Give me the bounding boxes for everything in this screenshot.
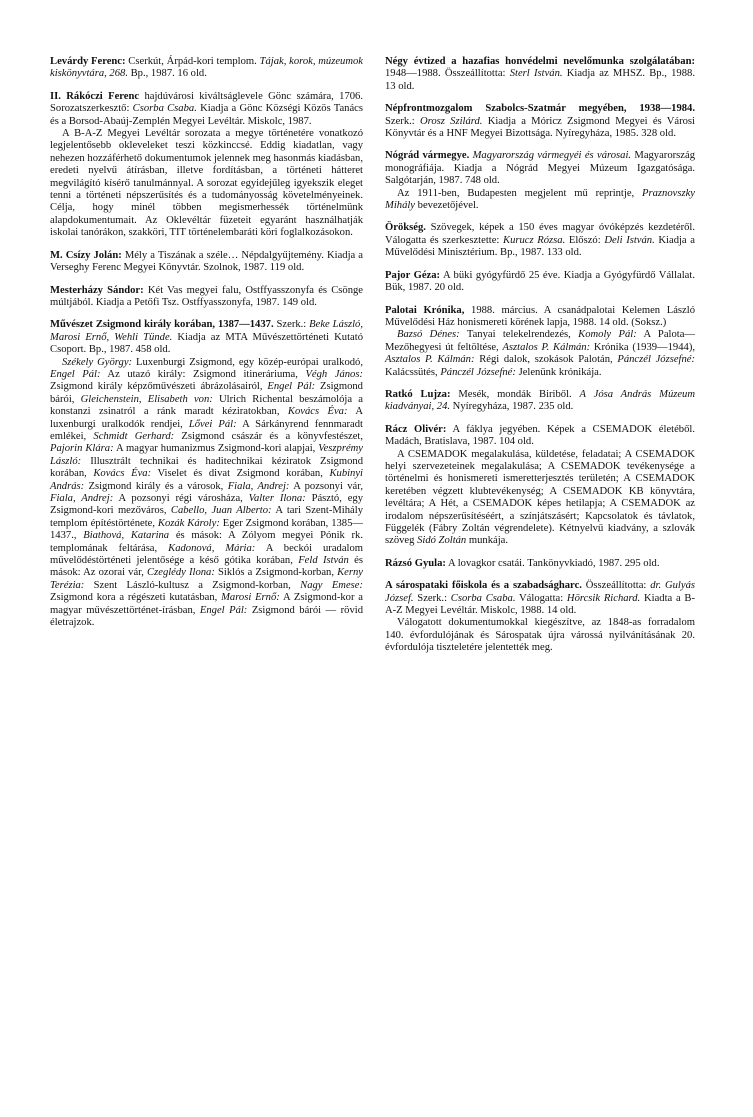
italic-text: Csorba Csaba.: [132, 103, 197, 115]
body-text: munkája.: [466, 535, 509, 547]
body-text: Nyíregyháza, 1987. 235 old.: [450, 401, 574, 413]
italic-text: Praznovszky Mihály: [385, 187, 695, 212]
bibliography-entry-negy-evtized: [385, 56, 695, 93]
entry-citation: [385, 56, 695, 93]
body-text: A pozsonyi vár,: [289, 480, 363, 492]
body-text: Mesék, mondák Biriből.: [450, 388, 580, 400]
italic-text: Kozák Károly:: [157, 517, 220, 529]
italic-text: Végh János:: [305, 368, 363, 380]
body-text: A magyar humanizmus Zsigmond-kori alapjai,: [113, 443, 319, 455]
italic-text: Pajorin Klára:: [50, 443, 114, 455]
entry-description: [50, 357, 363, 630]
bibliography-entry-pajor: [385, 270, 695, 295]
italic-text: Cabello, Juan Alberto:: [170, 505, 272, 517]
italic-text: A Jósa András Múzeum kiadványai, 24.: [385, 388, 696, 413]
entry-title: Népfrontmozgalom Szabolcs-Szatmár megyében, 1938—1984.: [385, 103, 695, 115]
body-text: Zsigmond kora a régészeti kutatásban,: [50, 592, 222, 604]
body-text: A pozsonyi régi városháza,: [113, 493, 249, 504]
entry-title: Ratkó Lujza:: [385, 388, 451, 400]
italic-text: Engel Pál:: [50, 368, 101, 380]
entry-citation: [385, 305, 695, 330]
entry-citation: [385, 222, 695, 259]
entry-citation: [385, 558, 695, 570]
body-text: A lovagkor csatái. Tankönyvkiadó, 1987. 295 old.: [445, 557, 660, 569]
body-text: Szerk.:: [413, 592, 451, 604]
italic-text: Fiala, Andrej:: [50, 493, 114, 504]
entry-title: Mesterházy Sándor:: [50, 284, 144, 296]
entry-title: A sárospataki főiskola és a szabadságharc.: [385, 580, 582, 592]
body-text: Kiadja az MTA Művészettörténeti Kutató Csoport. Bp., 1987. 458 old.: [50, 331, 363, 356]
italic-text: Deli István.: [604, 234, 655, 246]
italic-text: Engel Pál:: [267, 381, 316, 393]
italic-text: Magyarország vármegyéi és városai.: [472, 150, 632, 162]
entry-description: [385, 617, 695, 654]
body-text: Zsigmond király és a városok,: [84, 480, 228, 492]
bibliography-entry-muveszet: [50, 319, 363, 629]
bibliography-entry-orokseg: [385, 222, 695, 259]
body-text: Válogatott dokumentumokkal kiegészítve, az 1848-as forradalom 140. évfordulójának és Sárospatak újra várossá nyilvánításának 20. évfordulója tiszteletére jelentették meg.: [385, 617, 695, 654]
entry-citation: [385, 270, 695, 295]
body-text: Zsigmond bárói,: [50, 381, 363, 405]
body-text: A CSEMADOK megalakulása, küldetése, feladatai; A CSEMADOK helyi szervezeteinek megalakulása; A CSEMADOK tevékenysége a történelmi és honismereti ismeretterjesztés területén; A CSEMADOK keretében végzett klubtevékenység; A CSEMADOK KB könyvtára, levéltára; A Hét, a CSEMADOK képes hetilapja; A CSEMADOK az irodalom népszerűsítéséért, a színjátszásért; Kapcsolatok és távlatok, Függelék (Fábry Zoltán végrendelete). Kétnyelvű kiadvány, a szlovák szöveg: [385, 448, 695, 547]
body-text: Magyarország monográfiája. Kiadja a Nógrád Megyei Múzeum Igazgatósága. Salgótarján, 1987. 748 old.: [385, 150, 695, 187]
entry-title: M. Csízy Jolán:: [50, 249, 122, 261]
entry-title: Nógrád vármegye.: [385, 150, 470, 162]
entry-citation: [385, 580, 695, 617]
bibliography-entry-racz: [385, 424, 695, 548]
body-text: A Sárkányrend fennmaradt emlékei,: [50, 418, 363, 442]
body-text: Kiadja a Művelődési Minisztérium. Bp., 1987. 133 old.: [385, 234, 695, 259]
body-text: Az utazó király: Zsigmond itineráriuma,: [100, 368, 306, 380]
bibliography-entry-levardy: [50, 56, 363, 81]
entry-description: [385, 188, 695, 213]
body-text: Zsigmond császár és a könyvfestészet,: [174, 430, 363, 442]
entry-citation: [385, 424, 695, 449]
italic-text: Asztalos P. Kálmán:: [385, 354, 475, 366]
body-text: Eger Zsigmond korában, 1385—1437.,: [50, 517, 363, 542]
italic-text: Kerny Terézia:: [50, 567, 363, 591]
italic-text: Csorba Csaba.: [450, 592, 516, 604]
body-text: Zsigmond király képzőművészeti ábrázolásairól,: [50, 381, 268, 393]
bibliography-entry-mesterhazy: [50, 285, 363, 310]
body-text: A luxenburgi uralkodók rendjei,: [50, 406, 364, 430]
entry-citation: [50, 91, 363, 128]
bibliography-entry-ratko: [385, 389, 695, 414]
body-text: Válogatta:: [515, 592, 567, 604]
entry-title: Örökség.: [385, 222, 426, 234]
body-text: A büki gyógyfürdő 25 éve. Kiadja a Gyógyfürdő Vállalat. Bük, 1987. 20 old.: [385, 269, 695, 294]
body-text: Kiadja a Gönc Községi Közös Tanács és a Borsod-Abaúj-Zemplén Megyei Levéltár. Miskolc, 1987.: [50, 103, 364, 127]
body-text: A B-A-Z Megyei Levéltár sorozata a megye történetére vonatkozó legjelentősebb okleveleket teszi közkinccsé. Eddig kiadatlan, vagy nehezen hozzáférhető dokumentumok jelennek meg hasonmás kiadásban, eredeti nyelvű átírásban, illetve fordításban, a történeti hátteret megvilágító kísérő tanulmánnyal. A sorozat egyidejűleg igyekszik eleget tenni a történeti népszerűsítés és a tudományosság követelményeinek. Célja, hogy minél többen megismerhessék történelmünk alapdokumentumait. Az Oklevéltár füzeteit egyaránt használhatják iskolai tanórákon, szakköri, TIT történelembaráti köri foglalkozásokon.: [50, 128, 363, 239]
entry-citation: [50, 285, 363, 310]
body-text: Cserkút, Árpád-kori templom.: [125, 56, 260, 67]
body-text: Előszó:: [565, 234, 605, 246]
body-text: A Zsigmond-kor a magyar művészettörténet-írásban,: [50, 592, 364, 616]
body-text: Két Vas megyei falu, Ostffyasszonyfa és Csönge múltjából. Kiadja a Petőfi Tsz. Ostffyasszonyfa, 1987. 149 old.: [50, 284, 364, 308]
italic-text: Schmidt Gerhard:: [93, 430, 175, 442]
body-text: Viselet és divat Zsigmond korában,: [151, 468, 330, 480]
italic-text: Kadonová, Mária:: [168, 542, 256, 554]
entry-description: [50, 128, 363, 240]
body-text: Kiadja az MHSZ. Bp., 1988. 13 old.: [385, 68, 695, 92]
body-text: Kiadja a Móricz Zsigmond Megyei és Városi Könyvtár és a HNF Megyei Bizottsága. Nyíregyháza, 1985. 328 old.: [385, 115, 695, 140]
body-text: Szent László-kultusz a Zsigmond-korban,: [84, 579, 301, 591]
italic-text: dr. Gulyás József.: [385, 580, 695, 604]
body-text: 1948—1988. Összeállította:: [385, 68, 510, 80]
body-text: A beckói uradalom művelődéstörténeti jelentősége a késő gótika korában,: [50, 542, 364, 567]
body-text: A Palota—Mezőhegyesi út feltöltése,: [385, 329, 696, 353]
italic-text: Tájak, korok, múzeumok kiskönyvtára, 268.: [50, 56, 364, 80]
entry-title: Levárdy Ferenc:: [50, 56, 126, 67]
italic-text: Hörcsik Richard.: [566, 592, 641, 604]
body-text: hajdúvárosi kiváltságlevele Gönc számára, 1706. Sorozatszerkesztő:: [50, 90, 363, 115]
bibliography-entry-nograd: [385, 150, 695, 212]
entry-description: [385, 329, 695, 379]
entry-citation: [385, 103, 695, 140]
body-text: Kiadta a B-A-Z Megyei Levéltár. Miskolc, 1988. 14 old.: [385, 592, 696, 617]
entry-citation: [50, 319, 363, 356]
body-text: A fáklya jegyében. Képek a CSEMADOK életéből. Madách, Bratislava, 1987. 104 old.: [385, 423, 695, 448]
body-text: Szerk.:: [273, 319, 310, 331]
body-text: Kalácssütés,: [385, 366, 441, 378]
body-text: Siklós a Zsigmond-korban,: [214, 567, 338, 579]
italic-text: Komoly Pál:: [578, 329, 637, 341]
body-text: Szövegek, képek a 150 éves magyar óvóképzés kezdetéről. Válogatta és szerkesztette:: [385, 222, 695, 246]
body-text: Zsigmond bárói — rövid életrajzok.: [50, 604, 363, 629]
body-text: Bp., 1987. 16 old.: [127, 68, 207, 80]
body-text: 1988. március. A csanádpalotai Kelemen László Művelődési Ház honismereti körének lapja, 1988. 14 old. (Soksz.): [385, 304, 695, 328]
body-text: Összeállította:: [581, 580, 651, 592]
entry-citation: [385, 150, 695, 187]
right-column: [385, 56, 695, 665]
entry-title: II. Rákóczi Ferenc: [50, 90, 140, 102]
bibliography-entry-sarospatak: [385, 580, 695, 654]
bibliography-entry-rozso: [385, 558, 695, 570]
italic-text: Sterl István.: [509, 68, 563, 80]
body-text: A tari Szent-Mihály templom építéstörténete,: [50, 505, 363, 529]
italic-text: Nagy Emese:: [300, 579, 364, 591]
italic-text: Engel Pál:: [199, 604, 248, 616]
body-text: Pásztó, egy Zsigmond-kori mezőváros,: [50, 493, 364, 517]
entry-title: Rázsó Gyula:: [385, 557, 446, 569]
bibliography-entry-csizy: [50, 250, 363, 275]
italic-text: Kovács Éva:: [287, 406, 348, 418]
body-text: Krónika (1939—1944),: [590, 341, 695, 353]
entry-citation: [50, 250, 363, 275]
body-text: és mások: Az ozorai vár,: [50, 555, 363, 579]
italic-text: Székely György:: [62, 356, 133, 368]
italic-text: Czeglédy Ilona:: [147, 567, 215, 579]
italic-text: Kovács Éva:: [93, 468, 152, 480]
body-text: Jelenünk krónikája.: [515, 366, 602, 378]
left-column: [50, 56, 363, 639]
italic-text: Pánczél Józsefné:: [440, 366, 516, 378]
body-text: Tanyai telekelrendezés,: [459, 329, 579, 341]
entry-title: Pajor Géza:: [385, 269, 441, 281]
italic-text: Kubinyi András:: [50, 468, 363, 492]
italic-text: Kurucz Rózsa.: [503, 234, 566, 246]
italic-text: Veszprémy László:: [50, 443, 363, 467]
entry-title: Négy évtized a hazafias honvédelmi nevelőmunka szolgálatában:: [385, 56, 695, 67]
entry-description: [385, 449, 695, 548]
body-text: Ulrich Richental beszámolója a konstanzi zsinatról a ránk maradt kéziratokban,: [50, 393, 363, 418]
entry-title: Művészet Zsigmond király korában, 1387—1437.: [50, 319, 274, 331]
body-text: Régi dalok, szokások Palotán,: [474, 354, 618, 366]
italic-text: Asztalos P. Kálmán:: [502, 341, 591, 353]
entry-citation: [50, 56, 363, 81]
body-text: bevezetőjével.: [415, 200, 479, 212]
italic-text: Beke László, Marosi Ernő, Wehli Tünde.: [50, 319, 363, 343]
italic-text: Biathová, Katarina: [83, 530, 170, 542]
body-text: Szerk.:: [385, 115, 420, 127]
body-text: Mély a Tiszának a széle… Népdalgyűjtemény. Kiadja a Verseghy Ferenc Megyei Könyvtár. Szolnok, 1987. 119 old.: [50, 249, 363, 274]
italic-text: Fiala, Andrej:: [227, 480, 290, 492]
bibliography-entry-palotai: [385, 305, 695, 379]
body-text: Illusztrált technikai és haditechnikai kéziratok Zsigmond korában,: [50, 455, 363, 480]
italic-text: Marosi Ernő:: [221, 592, 280, 604]
entry-title: Palotai Krónika,: [385, 304, 465, 316]
italic-text: Feld István: [298, 555, 349, 567]
italic-text: Sidó Zoltán: [417, 535, 467, 547]
italic-text: Bazsó Dénes:: [397, 329, 460, 341]
entry-title: Rácz Olivér:: [385, 423, 447, 435]
body-text: Az 1911-ben, Budapesten megjelent mű reprintje,: [397, 187, 643, 199]
italic-text: Orosz Szilárd.: [419, 115, 483, 127]
italic-text: Lővei Pál:: [188, 418, 237, 430]
bibliography-entry-rakoczi: [50, 91, 363, 240]
bibliography-entry-nepfront: [385, 103, 695, 140]
body-text: és mások: A Zólyom megyei Pónik rk. templomának feltárása,: [50, 530, 364, 554]
italic-text: Gleichenstein, Elisabeth von:: [80, 393, 213, 405]
italic-text: Valter Ilona:: [248, 493, 306, 504]
entry-citation: [385, 389, 695, 414]
body-text: Luxenburgi Zsigmond, egy közép-európai uralkodó,: [132, 356, 363, 368]
italic-text: Pánczél Józsefné:: [617, 354, 695, 366]
